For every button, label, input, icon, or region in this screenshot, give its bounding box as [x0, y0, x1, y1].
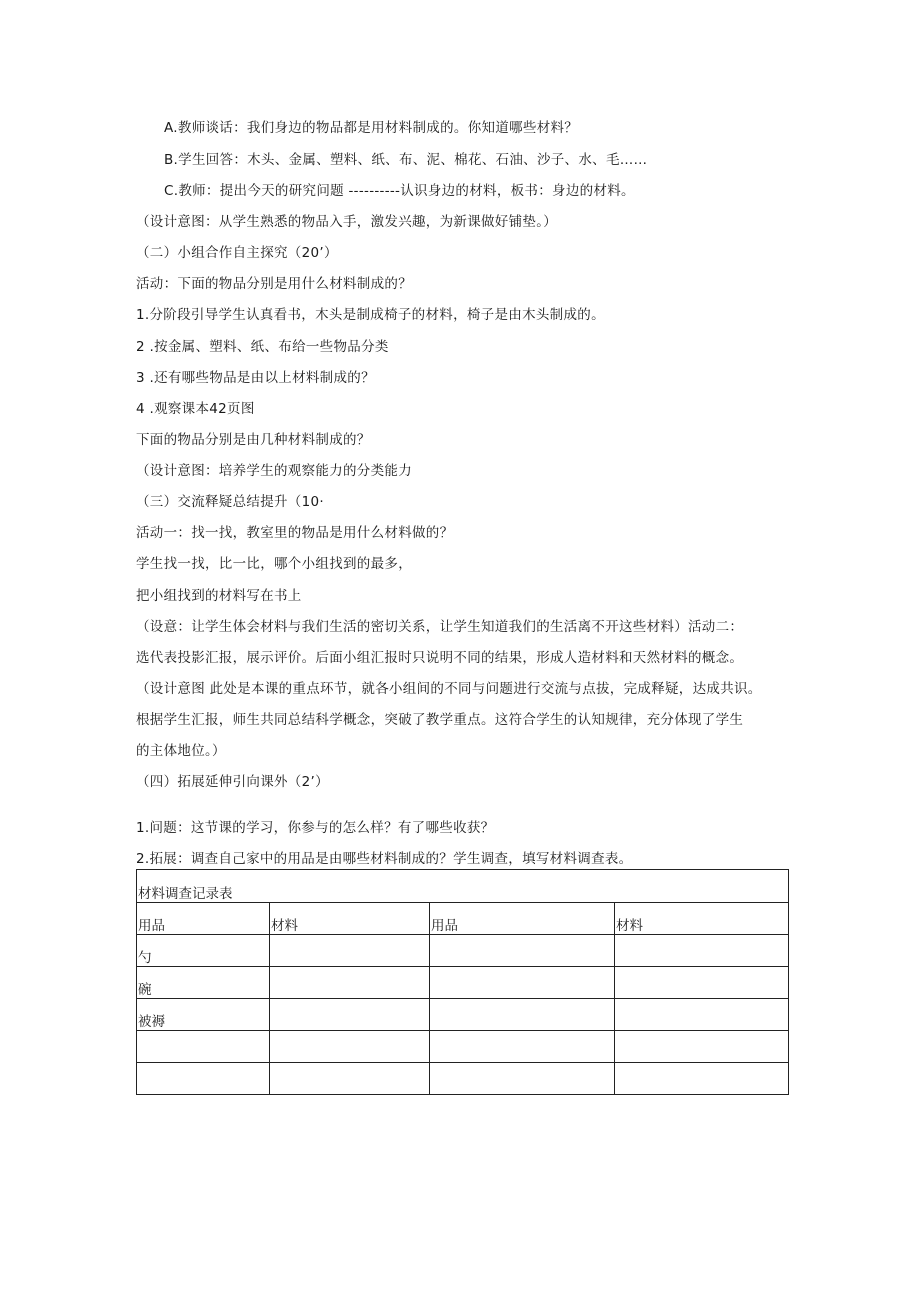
section2-item-1: 1.分阶段引导学生认真看书，木头是制成椅子的材料，椅子是由木头制成的。: [136, 307, 605, 323]
design-intent-3-line-2: 根据学生汇报，师生共同总结科学概念，突破了教学重点。这符合学生的认知规律，充分体现了学生: [136, 712, 744, 728]
table-row: [137, 1063, 789, 1095]
intro-student-answer: B.学生回答：木头、金属、塑料、纸、布、泥、棉花、石油、沙子、水、毛……: [164, 152, 648, 168]
design-intent-3-line-3: 的主体地位。）: [136, 743, 226, 759]
table-header-row: [137, 903, 789, 935]
table-title: 材料调查记录表: [137, 870, 789, 903]
section4-heading: （四）拓展延伸引向课外（2’）: [136, 774, 329, 790]
table-title-row: [137, 870, 789, 903]
table-cell: [430, 1031, 615, 1063]
table-cell: [270, 999, 430, 1031]
section2-item-4: 4 .观察课本42页图: [136, 401, 255, 417]
table-cell: [137, 1031, 270, 1063]
table-cell: [137, 1063, 270, 1095]
table-cell: [615, 967, 789, 999]
table-header-cell: 用品: [137, 903, 270, 935]
table-row: [137, 967, 789, 999]
table-header-cell: 材料: [270, 903, 430, 935]
intro-research-question: C.教师：提出今天的研究问题 ----------认识身边的材料，板书：身边的材料。: [164, 183, 635, 199]
design-intent-2: （设计意图：培养学生的观察能力的分类能力: [136, 463, 412, 479]
table-row: [137, 1031, 789, 1063]
section3-activity-1: 活动一：找一找，教室里的物品是用什么材料做的？: [136, 525, 454, 541]
table-cell: 碗: [137, 967, 270, 999]
table-cell: [615, 1031, 789, 1063]
table-row: [137, 935, 789, 967]
section4-item-1: 1.问题：这节课的学习，你参与的怎么样？有了哪些收获？: [136, 820, 495, 836]
design-intent-3-line-1: （设计意图 此处是本课的重点环节，就各小组间的不同与问题进行交流与点拔，完成释疑，达成共识。: [136, 681, 762, 697]
table-header-cell: 用品: [430, 903, 615, 935]
table-cell: [270, 1063, 430, 1095]
table-cell: [270, 967, 430, 999]
section2-item-3: 3 .还有哪些物品是由以上材料制成的？: [136, 370, 375, 386]
section3-write: 把小组找到的材料写在书上: [136, 588, 302, 604]
intro-teacher-talk: A.教师谈话：我们身边的物品都是用材料制成的。你知道哪些材料？: [164, 120, 579, 136]
table-cell: [430, 999, 615, 1031]
material-survey-table: [136, 869, 789, 1095]
table-row: [137, 999, 789, 1031]
table-cell: [270, 1031, 430, 1063]
table-cell: [270, 935, 430, 967]
table-cell: [615, 1063, 789, 1095]
design-intent-1: （设计意图：从学生熟悉的物品入手，激发兴趣，为新课做好铺垫。）: [136, 214, 558, 230]
table-cell: [615, 935, 789, 967]
table-cell: [430, 967, 615, 999]
section2-activity: 活动：下面的物品分别是用什么材料制成的？: [136, 276, 412, 292]
section3-intent-line-1: （设意：让学生体会材料与我们生活的密切关系，让学生知道我们的生活离不开这些材料）活动二：: [136, 619, 744, 635]
table-header-cell: 材料: [615, 903, 789, 935]
section2-heading: （二）小组合作自主探究（20’）: [136, 245, 338, 261]
table-cell: [615, 999, 789, 1031]
table-cell: 勺: [137, 935, 270, 967]
table-cell: 被褥: [137, 999, 270, 1031]
table-cell: [430, 1063, 615, 1095]
section3-find: 学生找一找，比一比，哪个小组找到的最多，: [136, 556, 412, 572]
section3-intent-line-2: 选代表投影汇报，展示评价。后面小组汇报时只说明不同的结果，形成人造材料和天然材料的概念。: [136, 650, 744, 666]
section4-item-2: 2.拓展：调查自己家中的用品是由哪些材料制成的？学生调查，填写材料调查表。: [136, 851, 633, 867]
section2-item-2: 2 .按金属、塑料、纸、布给一些物品分类: [136, 339, 389, 355]
table-cell: [430, 935, 615, 967]
section2-question: 下面的物品分别是由几种材料制成的？: [136, 432, 371, 448]
section3-heading: （三）交流释疑总结提升（10·: [136, 494, 324, 510]
